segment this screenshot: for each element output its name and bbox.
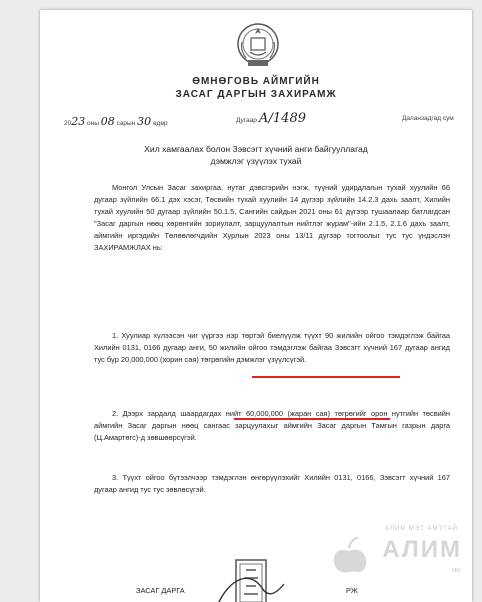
org-name-line1: ӨМНӨГОВЬ АЙМГИЙН xyxy=(192,76,320,87)
decree-title-line1: Хил хамгаалах болон Зэвсэгт хүчний анги байгууллагад xyxy=(144,144,368,154)
underline-mark xyxy=(234,418,390,420)
amount-20m: 20,000,000 (хорин сая) xyxy=(120,355,199,364)
decree-page xyxy=(40,10,472,602)
watermark-brand: АЛИМ xyxy=(382,536,462,563)
underline-mark xyxy=(252,376,400,378)
decree-title-line2: дэмжлэг үзүүлэх тухай xyxy=(210,156,302,166)
watermark-domain: .MN xyxy=(450,568,460,574)
decree-item-2: 2. Дээрх зардалд шаардагдах нийт 60,000,000 (жаран сая) төгрөгийг орон нутгийн төсвийн аймгийн Засаг даргын нөөц сангаас зарцуулахыг аймгийн Засаг даргын Тамгын газрын дарга (Ц.Амартөгс)-д зөвшөөрсүгэй. xyxy=(94,409,450,442)
decree-item-3: 3. Түүхт ойгоо бүтээлчээр тэмдэглэн өнгөрүүлэхийг Хилийн 0131, 0166, Зэвсэгт хүчний 167 дугаар ангид тус тус зөвлөсүгэй. xyxy=(94,473,450,494)
state-emblem-icon xyxy=(236,20,280,70)
official-seal-icon xyxy=(216,558,286,602)
watermark-tagline: АЛИМ МЭТ АМТТАЙ xyxy=(384,526,458,532)
decree-number: Дугаар А/1489 xyxy=(236,111,306,126)
signatory-name-fragment: РЖ xyxy=(346,586,358,595)
preamble-paragraph: Монгол Улсын Засаг захиргаа, нутаг дэвсгэрийн нэгж, түүний удирдлагын тухай хуулийн 66 дугаар зүйлийн 66.1 дэх хэсэг, Төсвийн тухай хуулийн 14 дүгээр зүйлийн 14.2.3 дахь заалт, Хилийн тухай хуулийн 50 дугаар зүйлийн 50.1.5, Сангийн сайдын 2021 оны 61 дүгээр тушаалаар батлагдсан "Засаг даргын нөөц хөрөнгийн зориулалт, зарцуулалтын нийтлэг журам"-ийн 2.1.5, 2.1.6 дахь заалт, аймгийн иргэдийн Төлөөлөгчдийн Хурлын 2023 оны 13/11 дүгээр тогтоолыг тус тус үндэслэн ЗАХИРАМЖЛАХ нь: xyxy=(94,183,450,252)
date-field: 2023 оны 08 сарын 30 өдөр xyxy=(64,115,168,128)
signatory-title: ЗАСАГ ДАРГА xyxy=(136,586,185,595)
decree-item-1: 1. Хуулиар хүлээсэн чиг үүргээ нэр төртэй биелүүлж түүхт 90 жилийн ойгоо тэмдэглэж байгаа Хилийн 0131, 0166 дугаар анги, 50 жилийн ойгоо тэмдэглэж байгаа Зэвсэгт хүчний 167 дугаар ангид тус бүр 20,000,000 (хорин сая) төгрөгийн дэмжлэг үзүүлсүгэй. xyxy=(94,331,450,364)
amount-60m: 60,000,000 (жаран сая) төгрөгийг xyxy=(245,409,367,418)
place-name: Даланзадгад сум xyxy=(402,115,454,122)
org-name-line2: ЗАСАГ ДАРГЫН ЗАХИРАМЖ xyxy=(175,89,337,100)
